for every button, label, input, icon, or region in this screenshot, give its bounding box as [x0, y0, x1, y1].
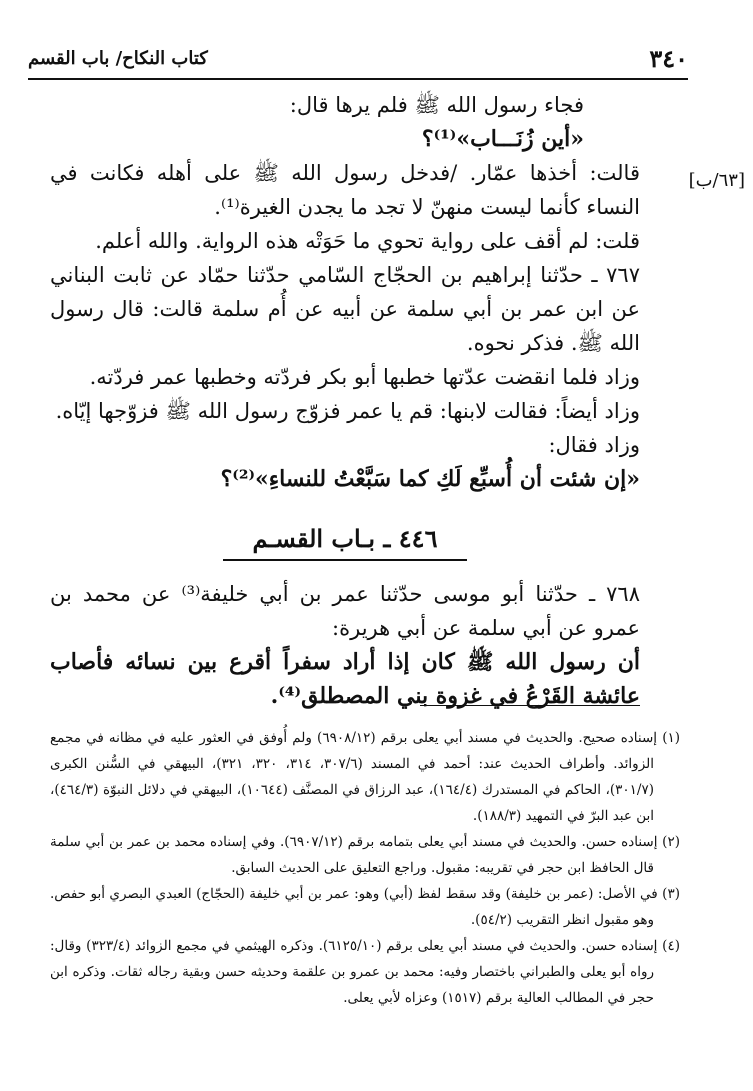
text-line: قالت: أخذها عمّار. /فدخل رسول الله ﷺ على أهله فكانت في النساء كأنما ليست منهنّ لا تجد ما يجدن الغيرة⁽¹⁾. [50, 161, 640, 219]
hadith-767: ٧٦٧ ـ حدّثنا إبراهيم بن الحجّاج السّامي حدّثنا حمّاد عن ثابت البناني عن ابن عمر بن أبي سلمة عن أبيه عن أُم سلمة قالت: قال رسول الله ﷺ. فذكر نحوه. [50, 263, 640, 355]
section-heading [50, 524, 640, 561]
footnote-2: (٢) إسناده حسن. والحديث في مسند أبي يعلى بتمامه برقم (٦٩٠٧/١٢). وفي إسناده محمد بن عمر بن أبي سلمة قال الحافظ ابن حجر في تقريبه: مقبول. وراجع التعليق على الحديث السابق. [50, 834, 680, 876]
main-text [50, 88, 640, 713]
section-heading-text: ٤٤٦ ـ بـاب القسـم [223, 524, 468, 561]
page-header [28, 40, 688, 80]
text-line: أن رسول الله ﷺ كان إذا أراد سفراً أقرع بين نسائه فأصاب عائشة القَرْعُ في غزوة بني المصطلق⁽⁴⁾. [50, 649, 640, 709]
footnote-divider [420, 705, 640, 706]
text-line: فجاء رسول الله ﷺ فلم يرها قال: [289, 93, 584, 117]
running-title: كتاب النكاح/ باب القسم [28, 48, 208, 69]
footnotes [50, 725, 680, 1011]
text-line: «أين زُنَـــاب»⁽¹⁾؟ [421, 126, 584, 152]
page-number: ٣٤٠ [649, 44, 688, 73]
footnote-3: (٣) في الأصل: (عمر بن خليفة) وقد سقط لفظ (أبي) وهو: عمر بن أبي خليفة (الحجّاج) العبدي البصري أبو حفص. وهو مقبول انظر التقريب (٥٤/٢). [50, 886, 680, 928]
footnote-1: (١) إسناده صحيح. والحديث في مسند أبي يعلى برقم (٦٩٠٨/١٢) ولم أُوفق في العثور عليه في مظانه في مجمع الزوائد. وأطراف الحديث عند: أحمد في المسند (٣٠٧/٦، ٣١٤، ٣٢٠، ٣٢١)، البيهقي في السُّنن الكبرى (٣٠١/٧)، الحاكم في المستدرك (١٦٤/٤)، عبد الرزاق في المصنَّف (١٠٦٤٤)، البيهقي في دلائل النبوّة (٤٦٤/٣)، ابن عبد البرّ في التمهيد (١٨٨/٣). [50, 730, 681, 824]
text-line: «إن شئت أن أُسبِّع لَكِ كما سَبَّعْتُ للنساءِ»⁽²⁾؟ [220, 466, 640, 492]
manuscript-folio-note: [٦٣/ب] [688, 170, 745, 191]
text-line: قلت: لم أقف على رواية تحوي ما حَوَتْه هذه الرواية. والله أعلم. [95, 229, 640, 253]
footnote-4: (٤) إسناده حسن. والحديث في مسند أبي يعلى برقم (٦١٢٥/١٠). وذكره الهيثمي في مجمع الزوائد (٣٢٣/٤) وقال: رواه أبو يعلى والطبراني باختصار وفيه: محمد بن عمرو بن علقمة وحديثه حسن وبقية رجاله ثقات. وذكره ابن حجر في المطالب العالية برقم (١٥١٧) وعزاه لأبي يعلى. [50, 938, 680, 1006]
text-line: وزاد فقال: [548, 433, 640, 457]
text-line: وزاد فلما انقضت عدّتها خطبها أبو بكر فردّته وخطبها عمر فردّته. [89, 365, 640, 389]
text-line: وزاد أيضاً: فقالت لابنها: قم يا عمر فزوّج رسول الله ﷺ فزوّجها إيّاه. [55, 399, 640, 423]
hadith-768: ٧٦٨ ـ حدّثنا أبو موسى حدّثنا عمر بن أبي خليفة⁽³⁾ عن محمد بن عمرو عن أبي سلمة عن أبي هريرة: [50, 582, 640, 640]
